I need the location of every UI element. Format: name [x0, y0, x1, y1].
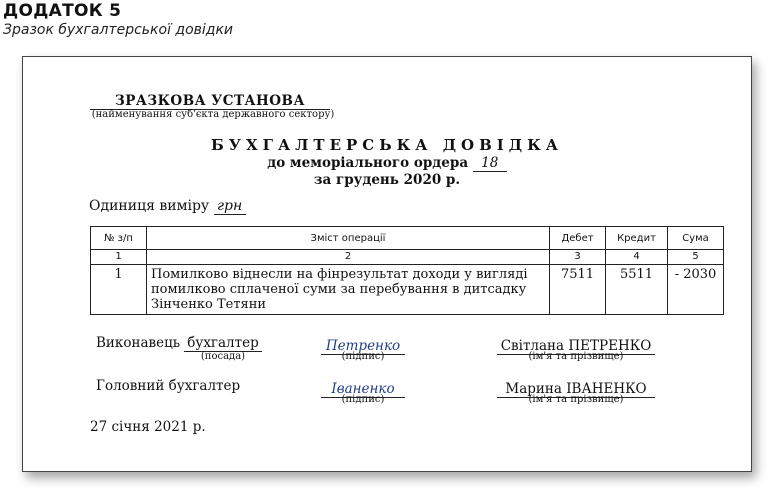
chief-signature: Іваненко: [321, 381, 405, 398]
executor-signature-caption: (підпис): [341, 351, 385, 362]
row-content: Помилково віднесли на фінрезультат доходи у вигляді помилково сплаченої суми за перебування в дитсадку Зінченко Тетяни: [147, 265, 550, 315]
chief-accountant-label: Головний бухгалтер: [96, 378, 241, 394]
unit-value: грн: [214, 198, 246, 215]
col-number: 2: [147, 250, 550, 265]
chief-name: Марина ІВАНЕНКО: [497, 381, 655, 398]
executor-signature: Петренко: [321, 338, 405, 355]
executor-position-field: [184, 335, 262, 352]
unit-of-measure: [89, 198, 246, 215]
document-period: за грудень 2020 р.: [313, 172, 461, 188]
executor-label: Виконавець: [96, 335, 181, 351]
col-number: 1: [91, 250, 147, 265]
table-row: [91, 265, 724, 315]
appendix-subtitle: Зразок бухгалтерської довідки: [3, 22, 234, 38]
row-no: 1: [91, 265, 147, 315]
appendix-title: ДОДАТОК 5: [3, 1, 122, 21]
executor-name: Світлана ПЕТРЕНКО: [497, 338, 655, 355]
organization-name: ЗРАЗКОВА УСТАНОВА: [90, 93, 330, 110]
organization-caption: (найменування суб'єкта державного сектору): [91, 109, 335, 120]
document-sheet: [22, 56, 752, 472]
col-header-credit: Кредит: [606, 227, 668, 250]
order-number: 18: [473, 155, 507, 172]
executor-position-caption: (посада): [200, 351, 246, 362]
col-header-debit: Дебет: [550, 227, 606, 250]
operations-table: [90, 226, 724, 315]
col-header-no: № з/п: [91, 227, 147, 250]
unit-label: Одиниця виміру: [89, 198, 210, 214]
column-numbers-row: [91, 250, 724, 265]
col-header-amount: Сума: [668, 227, 724, 250]
executor-name-caption: (ім'я та прізвище): [528, 351, 624, 362]
col-header-content: Зміст операції: [147, 227, 550, 250]
chief-name-caption: (ім'я та прізвище): [528, 394, 624, 405]
col-number: 3: [550, 250, 606, 265]
document-title: БУХГАЛТЕРСЬКА ДОВІДКА: [210, 136, 564, 154]
order-reference: [23, 155, 751, 172]
col-number: 5: [668, 250, 724, 265]
executor-position: бухгалтер: [184, 335, 262, 352]
chief-signature-caption: (підпис): [341, 394, 385, 405]
table-header-row: [91, 227, 724, 250]
row-debit: 7511: [550, 265, 606, 315]
order-prefix: до меморіального ордера: [267, 155, 469, 171]
row-credit: 5511: [606, 265, 668, 315]
col-number: 4: [606, 250, 668, 265]
row-amount: - 2030: [668, 265, 724, 315]
document-date: 27 січня 2021 р.: [90, 419, 206, 435]
